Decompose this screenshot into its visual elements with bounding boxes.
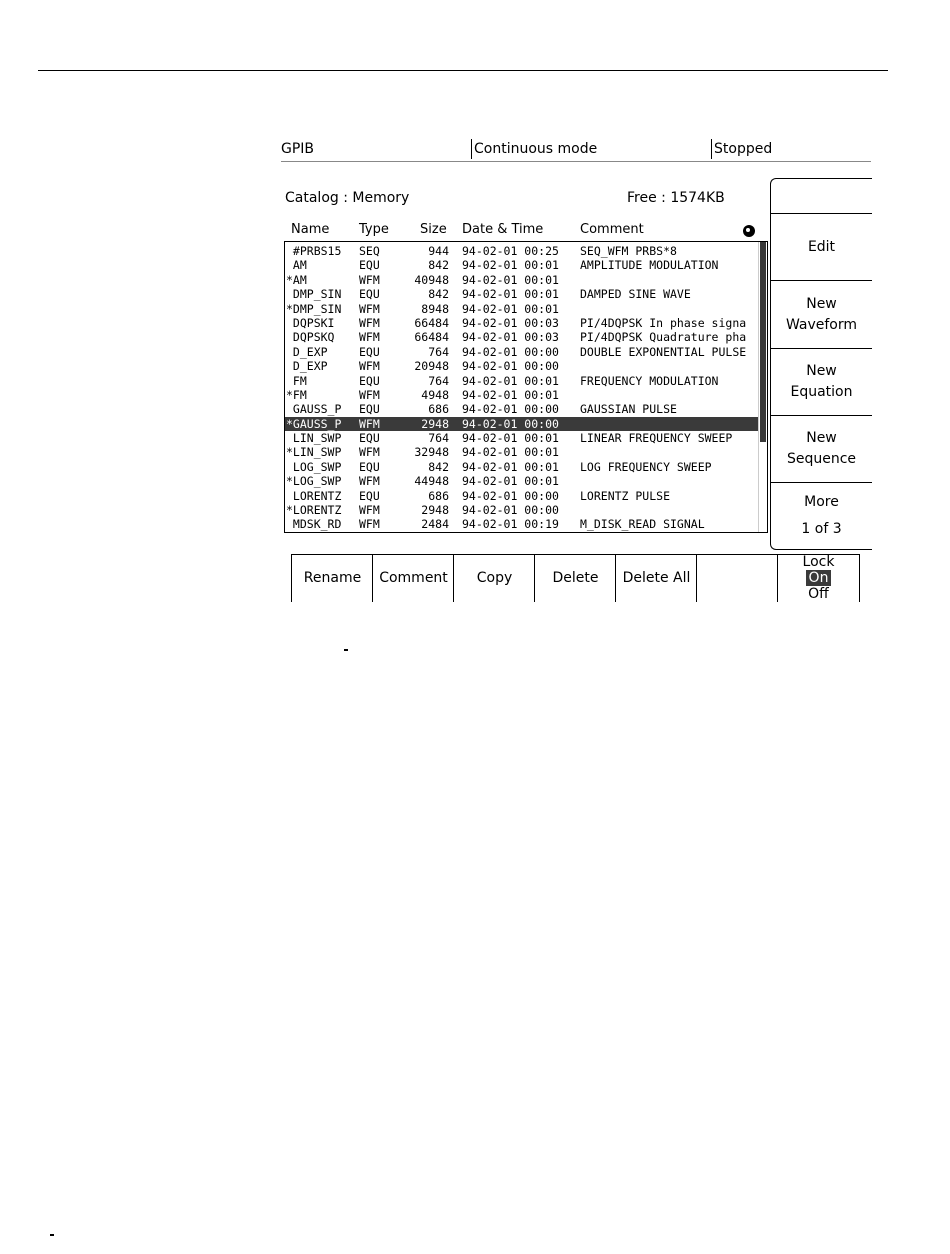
file-comment: AMPLITUDE MODULATION (580, 258, 719, 273)
new-sequence-label-line2: Sequence (786, 451, 857, 467)
file-row[interactable] (285, 431, 759, 445)
file-type: EQU (359, 258, 380, 273)
side-menu (770, 178, 872, 550)
more-page-indicator: 1 of 3 (801, 521, 842, 537)
lock-on-option[interactable]: On (806, 570, 832, 586)
file-type: WFM (359, 315, 380, 330)
file-row[interactable] (285, 273, 759, 287)
column-header-name: Name (291, 222, 330, 237)
file-comment: FREQUENCY MODULATION (580, 373, 719, 388)
file-size: 842 (428, 459, 449, 474)
file-name: *AM (286, 272, 307, 287)
file-type: WFM (359, 445, 380, 460)
file-size: 66484 (414, 330, 449, 345)
file-type: WFM (359, 359, 380, 374)
file-name: GAUSS_P (286, 402, 342, 417)
comment-label: Comment (379, 570, 448, 586)
file-row[interactable] (285, 374, 759, 388)
file-name: DMP_SIN (286, 287, 342, 302)
file-size: 842 (428, 258, 449, 273)
file-date-time: 94-02-01 00:01 (462, 301, 559, 316)
comment-button[interactable] (372, 554, 454, 602)
new-sequence-button[interactable] (771, 416, 872, 483)
file-name: LORENTZ (286, 488, 342, 503)
file-size: 66484 (414, 315, 449, 330)
lock-off-option[interactable]: Off (808, 586, 829, 602)
file-date-time: 94-02-01 00:01 (462, 373, 559, 388)
status-run-mode: Continuous mode (471, 139, 712, 159)
file-row[interactable] (285, 287, 759, 301)
file-name: DQPSKQ (286, 330, 335, 345)
file-type: WFM (359, 416, 380, 431)
file-size: 40948 (414, 272, 449, 287)
edit-button-label: Edit (807, 238, 836, 255)
disk-icon (743, 225, 755, 237)
catalog-free-memory: Free : 1574KB (627, 190, 725, 206)
new-waveform-button[interactable] (771, 281, 872, 349)
scrollbar-thumb[interactable] (760, 242, 766, 442)
file-comment: DOUBLE EXPONENTIAL PULSE (580, 344, 747, 359)
file-type: WFM (359, 330, 380, 345)
file-comment: DAMPED SINE WAVE (580, 287, 691, 302)
file-size: 764 (428, 344, 449, 359)
file-row[interactable] (285, 388, 759, 402)
delete-all-button[interactable] (615, 554, 697, 602)
file-row[interactable] (285, 359, 759, 373)
file-name: *LOG_SWP (286, 474, 342, 489)
file-date-time: 94-02-01 00:00 (462, 488, 559, 503)
file-size: 686 (428, 488, 449, 503)
file-name: MDSK_RD (286, 517, 342, 532)
page-mark (344, 649, 348, 651)
file-name: *FM (286, 387, 307, 402)
file-name: LOG_SWP (286, 459, 342, 474)
file-comment: PI/4DQPSK In phase signa (580, 315, 747, 330)
file-name: *DMP_SIN (286, 301, 342, 316)
edit-button[interactable] (771, 214, 872, 281)
column-header-size: Size (420, 222, 447, 237)
file-date-time: 94-02-01 00:01 (462, 272, 559, 287)
lock-toggle[interactable] (777, 554, 860, 602)
file-row[interactable] (285, 503, 759, 517)
file-date-time: 94-02-01 00:01 (462, 258, 559, 273)
file-row[interactable] (285, 302, 759, 316)
status-bar (281, 139, 871, 162)
file-type: WFM (359, 272, 380, 287)
file-date-time: 94-02-01 00:00 (462, 344, 559, 359)
file-name: DQPSKI (286, 315, 335, 330)
column-header-date-time: Date & Time (462, 222, 544, 237)
more-label: More (804, 494, 839, 510)
bottom-button-blank[interactable] (696, 554, 778, 602)
file-date-time: 94-02-01 00:00 (462, 402, 559, 417)
new-equation-label-line1: New (806, 363, 837, 379)
file-comment: PI/4DQPSK Quadrature pha (580, 330, 747, 345)
rename-button[interactable] (291, 554, 373, 602)
file-type: EQU (359, 431, 380, 446)
file-date-time: 94-02-01 00:01 (462, 474, 559, 489)
file-type: WFM (359, 387, 380, 402)
column-header-type: Type (359, 222, 389, 237)
file-row[interactable] (285, 517, 759, 531)
new-equation-label-line2: Equation (790, 384, 853, 400)
file-name: *GAUSS_P (286, 416, 342, 431)
copy-label: Copy (476, 570, 513, 586)
file-name: FM (286, 373, 307, 388)
file-name: #PRBS15 (286, 244, 342, 258)
file-size: 2484 (421, 517, 449, 532)
file-date-time: 94-02-01 00:03 (462, 315, 559, 330)
more-button[interactable] (771, 483, 872, 549)
side-button-blank[interactable] (771, 179, 872, 214)
file-comment: GAUSSIAN PULSE (580, 402, 677, 417)
status-interface: GPIB (281, 141, 315, 157)
file-size: 44948 (414, 474, 449, 489)
column-header-comment: Comment (580, 222, 644, 237)
rename-label: Rename (303, 570, 362, 586)
file-type: EQU (359, 402, 380, 417)
file-size: 20948 (414, 359, 449, 374)
file-type: WFM (359, 503, 380, 518)
delete-button[interactable] (534, 554, 616, 602)
scrollbar[interactable] (758, 242, 767, 532)
file-name: D_EXP (286, 359, 328, 374)
file-type: WFM (359, 517, 380, 532)
file-name: AM (286, 258, 307, 273)
page-rule (38, 70, 888, 71)
file-comment: LINEAR FREQUENCY SWEEP (580, 431, 733, 446)
file-size: 842 (428, 287, 449, 302)
file-date-time: 94-02-01 00:01 (462, 431, 559, 446)
catalog-title: Catalog : Memory (285, 190, 410, 206)
file-size: 4948 (421, 387, 449, 402)
file-size: 8948 (421, 301, 449, 316)
file-comment: SEQ_WFM PRBS*8 (580, 244, 677, 258)
copy-button[interactable] (453, 554, 535, 602)
file-size: 764 (428, 431, 449, 446)
file-row[interactable] (285, 244, 759, 258)
file-row[interactable] (285, 316, 759, 330)
file-row[interactable] (285, 330, 759, 344)
file-date-time: 94-02-01 00:19 (462, 517, 559, 532)
new-equation-button[interactable] (771, 349, 872, 416)
new-waveform-label-line2: Waveform (785, 316, 858, 333)
file-type: WFM (359, 301, 380, 316)
file-catalog-list[interactable] (284, 241, 768, 533)
file-type: SEQ (359, 244, 380, 258)
file-row[interactable] (285, 489, 759, 503)
file-name: *LIN_SWP (286, 445, 342, 460)
file-size: 2948 (421, 503, 449, 518)
file-type: EQU (359, 459, 380, 474)
file-size: 944 (428, 244, 449, 258)
file-row[interactable] (285, 345, 759, 359)
file-date-time: 94-02-01 00:01 (462, 387, 559, 402)
file-type: EQU (359, 287, 380, 302)
page-mark (50, 1234, 54, 1236)
lock-label: Lock (802, 554, 835, 570)
file-size: 2948 (421, 416, 449, 431)
file-row[interactable] (285, 417, 759, 431)
file-comment: M_DISK_READ SIGNAL (580, 517, 705, 532)
new-sequence-label-line1: New (806, 430, 837, 446)
file-row[interactable] (285, 474, 759, 488)
file-comment: LORENTZ PULSE (580, 488, 671, 503)
file-date-time: 94-02-01 00:00 (462, 416, 559, 431)
file-name: LIN_SWP (286, 431, 342, 446)
status-run-state: Stopped (711, 139, 772, 159)
file-date-time: 94-02-01 00:01 (462, 459, 559, 474)
file-row[interactable] (285, 258, 759, 272)
file-row[interactable] (285, 460, 759, 474)
file-date-time: 94-02-01 00:01 (462, 287, 559, 302)
new-waveform-label-line1: New (806, 295, 837, 312)
file-rows (285, 244, 759, 532)
file-type: EQU (359, 344, 380, 359)
file-name: *LORENTZ (286, 503, 342, 518)
file-type: EQU (359, 488, 380, 503)
file-type: WFM (359, 474, 380, 489)
file-size: 32948 (414, 445, 449, 460)
file-date-time: 94-02-01 00:01 (462, 445, 559, 460)
file-row[interactable] (285, 402, 759, 416)
file-date-time: 94-02-01 00:00 (462, 503, 559, 518)
file-comment: LOG FREQUENCY SWEEP (580, 459, 712, 474)
delete-label: Delete (552, 570, 599, 586)
file-date-time: 94-02-01 00:03 (462, 330, 559, 345)
file-type: EQU (359, 373, 380, 388)
file-date-time: 94-02-01 00:25 (462, 244, 559, 258)
delete-all-label: Delete All (622, 570, 691, 586)
file-size: 764 (428, 373, 449, 388)
file-name: D_EXP (286, 344, 328, 359)
file-size: 686 (428, 402, 449, 417)
file-row[interactable] (285, 445, 759, 459)
file-date-time: 94-02-01 00:00 (462, 359, 559, 374)
